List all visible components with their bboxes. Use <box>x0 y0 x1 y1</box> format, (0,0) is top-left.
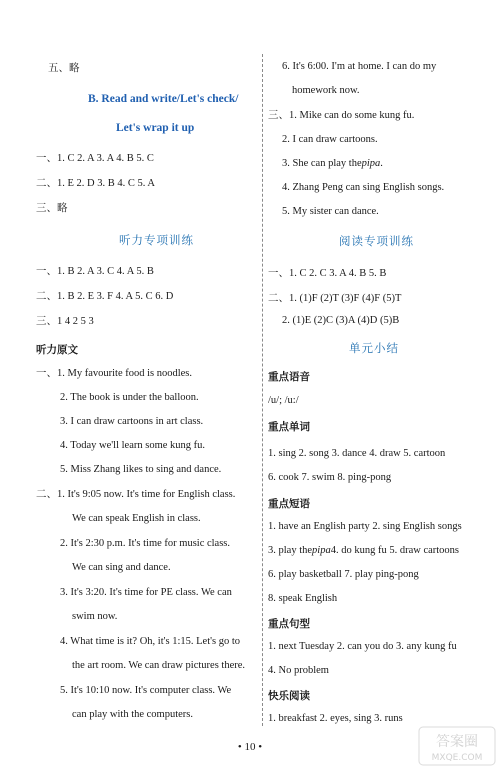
listening-row-1: 一、1. B 2. A 3. C 4. A 5. B <box>36 266 154 277</box>
text: 3. She can play the <box>282 158 362 169</box>
key-phrases-row-3: 6. play basketball 7. play ping-pong <box>268 569 419 580</box>
script-2-4a: 4. What time is it? Oh, it's 1:15. Let's go to <box>60 636 241 647</box>
right-6b: homework now. <box>292 85 360 96</box>
svg-text:答案圈: 答案圈 <box>436 734 478 750</box>
listening-section-title: 听力专项训练 <box>119 235 194 247</box>
script-2-1b: We can speak English in class. <box>72 513 201 524</box>
listening-row-2: 二、1. B 2. E 3. F 4. A 5. C 6. D <box>36 291 174 302</box>
key-phrases-row-2 <box>268 544 459 558</box>
script-2-5b: can play with the computers. <box>72 709 194 720</box>
reading-row-1: 一、1. C 2. C 3. A 4. B 5. B <box>268 268 387 279</box>
right-3-1: 三、1. Mike can do some kung fu. <box>268 110 415 121</box>
page-number: • 10 • <box>237 741 263 753</box>
key-phrases-label: 重点短语 <box>268 498 310 510</box>
b-answer-row-3: 三、略 <box>36 203 68 214</box>
script-1-5: 5. Miss Zhang likes to sing and dance. <box>60 464 222 475</box>
key-phrases-row-4: 8. speak English <box>268 593 338 604</box>
happy-reading-row: 1. breakfast 2. eyes, sing 3. runs <box>268 713 403 724</box>
listening-script-label: 听力原文 <box>36 344 78 356</box>
reading-section-title: 阅读专项训练 <box>339 236 414 248</box>
text: 4. do kung fu 5. draw cartoons <box>330 545 460 556</box>
watermark-logo-icon <box>418 726 496 766</box>
section-b-title: B. Read and write/Let's check/ <box>88 93 239 105</box>
happy-reading-label: 快乐阅读 <box>268 690 310 702</box>
script-1-2: 2. The book is under the balloon. <box>60 392 199 403</box>
listening-row-3: 三、1 4 2 5 3 <box>36 316 94 327</box>
text: . <box>380 158 383 169</box>
pipa-word: pipa <box>312 545 331 556</box>
unit-summary-title: 单元小结 <box>349 343 399 355</box>
key-sentences-row-2: 4. No problem <box>268 665 329 676</box>
key-words-row-1: 1. sing 2. song 3. dance 4. draw 5. cartoon <box>268 448 446 459</box>
script-2-5a: 5. It's 10:10 now. It's computer class. We <box>60 685 232 696</box>
script-2-3a: 3. It's 3:20. It's time for PE class. We can <box>60 587 232 598</box>
script-2-2a: 2. It's 2:30 p.m. It's time for music class. <box>60 538 231 549</box>
script-1-1: 一、1. My favourite food is noodles. <box>36 368 193 379</box>
text: 五、略 <box>48 63 80 74</box>
text: 3. play the <box>268 545 313 556</box>
script-1-4: 4. Today we'll learn some kung fu. <box>60 440 206 451</box>
reading-row-2: 二、1. (1)F (2)T (3)F (4)F (5)T <box>268 293 402 304</box>
right-6a: 6. It's 6:00. I'm at home. I can do my <box>282 61 437 72</box>
svg-text:MXQE.COM: MXQE.COM <box>431 753 483 763</box>
pipa-word: pipa <box>361 158 381 169</box>
right-3-5: 5. My sister can dance. <box>282 206 379 217</box>
right-3-4: 4. Zhang Peng can sing English songs. <box>282 182 445 193</box>
right-3-3 <box>282 157 383 171</box>
pronunciation-label: 重点语音 <box>268 371 310 383</box>
key-sentences-row-1: 1. next Tuesday 2. can you do 3. any kung fu <box>268 641 457 652</box>
key-phrases-row-1: 1. have an English party 2. sing English songs <box>268 521 462 532</box>
script-1-3: 3. I can draw cartoons in art class. <box>60 416 204 427</box>
key-sentences-label: 重点句型 <box>268 618 310 630</box>
b-answer-row-2: 二、1. E 2. D 3. B 4. C 5. A <box>36 178 156 189</box>
script-2-3b: swim now. <box>72 611 118 622</box>
column-divider <box>262 54 263 726</box>
section-b-title-line2: Let's wrap it up <box>116 122 195 134</box>
reading-row-3: 2. (1)E (2)C (3)A (4)D (5)B <box>282 315 400 326</box>
key-words-label: 重点单词 <box>268 421 310 433</box>
pronunciation-value: /u/; /u:/ <box>268 395 299 406</box>
right-3-2: 2. I can draw cartoons. <box>282 134 378 145</box>
script-2-4b: the art room. We can draw pictures there. <box>72 660 246 671</box>
script-2-2b: We can sing and dance. <box>72 562 171 573</box>
b-answer-row-1: 一、1. C 2. A 3. A 4. B 5. C <box>36 153 154 164</box>
script-2-1a: 二、1. It's 9:05 now. It's time for English class. <box>36 489 236 500</box>
left-item-5 <box>48 62 80 76</box>
key-words-row-2: 6. cook 7. swim 8. ping-pong <box>268 472 392 483</box>
